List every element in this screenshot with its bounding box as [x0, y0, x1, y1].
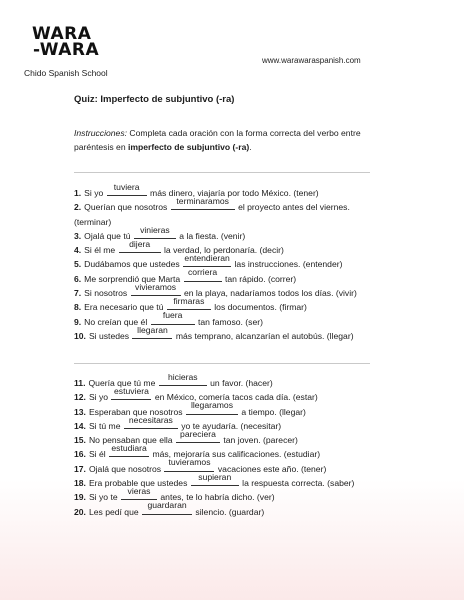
- question-number: 8.: [74, 302, 82, 313]
- question-number: 17.: [74, 463, 86, 474]
- question-item: [74, 281, 374, 300]
- question-number: 13.: [74, 406, 86, 417]
- question-text-before: Querían que nosotros: [84, 202, 170, 213]
- question-text-after: los documentos. (firmar): [211, 302, 307, 313]
- question-text-after: silencio. (guardar): [193, 506, 265, 517]
- question-text-after: más temprano, alcanzarían el autobús. (llegar): [173, 330, 354, 341]
- question-text-after: el proyecto antes del viernes. (terminar): [74, 202, 350, 227]
- website-url: www.warawaraspanish.com: [262, 56, 361, 65]
- question-item: [74, 400, 374, 419]
- question-text-before: Si él: [88, 449, 109, 460]
- question-number: 10.: [74, 330, 86, 341]
- answer-text: vieras: [127, 486, 151, 497]
- divider-top: [74, 172, 370, 173]
- instructions-text: Completa cada oración con la forma correcta del verbo entre paréntesis en: [74, 128, 361, 152]
- question-number: 15.: [74, 435, 86, 446]
- question-text-before: Si tú me: [88, 420, 123, 431]
- question-text-after: más, mejoraría sus calificaciones. (estudiar): [150, 449, 321, 460]
- answer-text: pareciera: [180, 428, 216, 439]
- question-text-before: Si él me: [84, 245, 118, 256]
- question-text-before: Esperaban que nosotros: [88, 406, 185, 417]
- question-number: 1.: [74, 188, 82, 198]
- question-item: [74, 414, 374, 433]
- school-name: Chido Spanish School: [24, 68, 108, 78]
- question-text-after: a tiempo. (llegar): [238, 406, 306, 417]
- brand-logo: [32, 26, 99, 58]
- question-text-before: Si nosotros: [84, 288, 130, 299]
- question-item: [74, 443, 374, 461]
- question-item: [74, 324, 374, 343]
- answer-text: entendieran: [184, 253, 230, 264]
- question-number: 16.: [74, 449, 86, 460]
- answer-text: hicieras: [167, 371, 198, 382]
- question-text-after: un favor. (hacer): [207, 378, 273, 388]
- question-item: [74, 196, 374, 229]
- instructions-end: .: [249, 142, 252, 152]
- question-text-before: Dudábamos que ustedes: [84, 259, 183, 270]
- question-number: 14.: [74, 420, 86, 431]
- answer-blank[interactable]: [184, 267, 222, 282]
- answer-blank[interactable]: [171, 196, 235, 210]
- question-item: [74, 500, 374, 519]
- answer-blank[interactable]: [111, 386, 151, 400]
- question-text-after: tan rápido. (correr): [222, 273, 297, 284]
- question-item: [74, 471, 374, 490]
- question-text-before: No creían que él: [84, 316, 150, 327]
- answer-blank[interactable]: [159, 371, 207, 386]
- answer-text: necesitaras: [128, 414, 173, 425]
- question-text-after: la respuesta correcta. (saber): [239, 478, 355, 489]
- answer-blank[interactable]: [124, 414, 178, 429]
- question-text-before: No pensaban que ella: [88, 435, 175, 446]
- logo-line-1: WARA: [32, 24, 92, 44]
- answer-text: tuvieramos: [168, 457, 211, 468]
- question-item: [74, 310, 374, 329]
- question-item: [74, 486, 374, 504]
- logo-line-2: -WARA: [33, 40, 100, 60]
- answer-text: corriera: [188, 267, 218, 278]
- answer-text: firmaras: [173, 296, 205, 307]
- question-item: [74, 267, 374, 286]
- answer-text: guardaran: [147, 500, 187, 511]
- answer-blank[interactable]: [109, 443, 149, 457]
- question-number: 12.: [74, 392, 86, 403]
- instructions-label: Instrucciones:: [74, 128, 128, 138]
- answer-blank[interactable]: [191, 471, 239, 486]
- answer-text: llegaran: [137, 324, 168, 335]
- question-text-after: la verdad, lo perdonaría. (decir): [161, 245, 284, 256]
- answer-text: dijera: [129, 238, 151, 249]
- question-text-before: Si ustedes: [88, 330, 132, 341]
- answer-text: estudiara: [111, 443, 147, 454]
- question-list-1: [74, 181, 374, 343]
- question-text-before: Era necesario que tú: [84, 302, 166, 313]
- answer-text: tuviera: [113, 181, 140, 192]
- question-text-after: tan joven. (parecer): [220, 435, 298, 446]
- question-item: [74, 224, 374, 243]
- question-list-2: [74, 371, 374, 519]
- answer-blank[interactable]: [186, 400, 238, 415]
- question-number: 11.: [74, 378, 86, 388]
- question-text-after: tan famoso. (ser): [195, 316, 263, 327]
- question-number: 7.: [74, 288, 82, 299]
- question-text-after: en la playa, nadaríamos todos los días. (vivir): [181, 288, 357, 299]
- answer-text: supieran: [198, 471, 232, 482]
- question-number: 6.: [74, 273, 82, 284]
- answer-blank[interactable]: [107, 181, 147, 196]
- question-text-after: más dinero, viajaría por todo México. (tener): [147, 188, 319, 198]
- instructions: [74, 126, 394, 154]
- question-number: 20.: [74, 506, 86, 517]
- question-text-before: Les pedí que: [88, 506, 142, 517]
- question-text-before: Ojalá que nosotros: [88, 463, 164, 474]
- question-number: 2.: [74, 202, 82, 213]
- question-number: 19.: [74, 492, 86, 503]
- question-text-before: Si yo te: [88, 492, 121, 503]
- question-number: 4.: [74, 245, 82, 256]
- question-text-before: Me sorprendió que Marta: [84, 273, 183, 284]
- question-text-before: Si yo: [84, 188, 106, 198]
- question-text-after: vacaciones este año. (tener): [215, 463, 327, 474]
- answer-text: estuviera: [114, 386, 149, 396]
- question-text-before: Si yo: [88, 392, 111, 403]
- divider-middle: [74, 363, 370, 364]
- answer-blank[interactable]: [119, 238, 161, 253]
- quiz-title: Quiz: Imperfecto de subjuntivo (-ra): [74, 94, 235, 105]
- question-text-after: las instrucciones. (entender): [232, 259, 343, 270]
- answer-blank[interactable]: [176, 428, 220, 443]
- question-item: [74, 296, 374, 314]
- answer-text: fuera: [162, 310, 183, 321]
- question-text-after: a la fiesta. (venir): [176, 230, 246, 241]
- question-number: 9.: [74, 316, 82, 327]
- question-number: 5.: [74, 259, 82, 270]
- question-number: 18.: [74, 478, 86, 489]
- question-number: 3.: [74, 230, 82, 241]
- question-item: [74, 253, 374, 271]
- answer-blank[interactable]: [142, 500, 192, 515]
- question-text-before: Quería que tú me: [88, 378, 158, 388]
- question-text-after: antes, te lo habría dicho. (ver): [158, 492, 275, 503]
- answer-text: vivieramos: [135, 281, 177, 292]
- answer-blank[interactable]: [132, 324, 172, 339]
- answer-text: terminaramos: [176, 196, 229, 206]
- answer-text: llegaramos: [190, 400, 234, 411]
- question-text-after: en México, comería tacos cada día. (estar): [152, 392, 318, 403]
- instructions-emphasis: imperfecto de subjuntivo (-ra): [127, 142, 250, 152]
- question-text-before: Era probable que ustedes: [88, 478, 190, 489]
- answer-text: vinieras: [140, 224, 170, 235]
- question-text-after: yo te ayudaría. (necesitar): [178, 420, 282, 431]
- question-text-before: Ojalá que tú: [84, 230, 133, 241]
